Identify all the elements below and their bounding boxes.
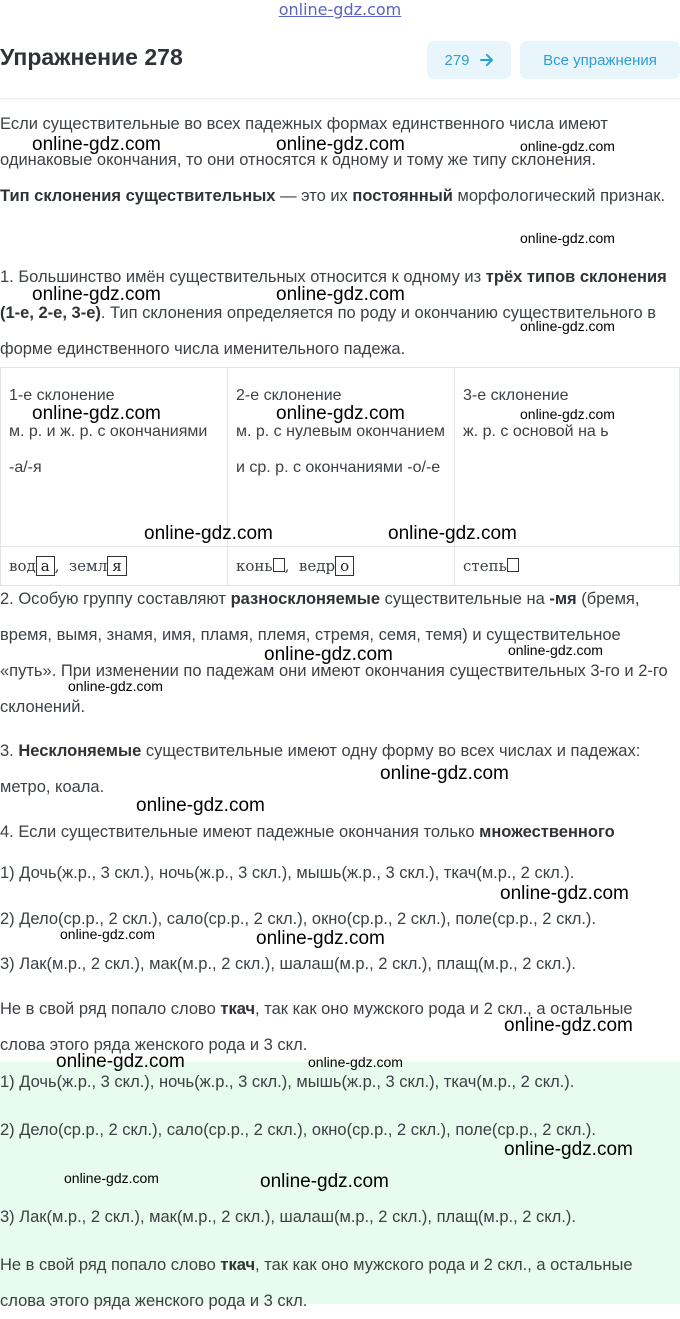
watermark: online-gdz.com	[520, 318, 615, 334]
table-cell-decl-3	[455, 368, 680, 547]
ending-box: а	[36, 556, 55, 576]
watermark: online-gdz.com	[520, 138, 615, 154]
p3-bold-1: Несклоняемые	[18, 742, 142, 760]
watermark: online-gdz.com	[32, 403, 161, 424]
table-description: м. р. и ж. р. с окончаниями -а/-я	[9, 423, 208, 476]
watermark: online-gdz.com	[256, 928, 385, 949]
p3-text-1: 3.	[0, 742, 19, 760]
table-header: 3-е склонение	[463, 387, 569, 404]
example-stem: конь	[236, 557, 273, 575]
p2-text-3: (бремя, время, вымя, знамя, имя, пламя, племя, стремя, семя, темя) и существительное «путь». При изменении по падежам они имеют окончания существительных 3-го и 2-го склонений.	[0, 590, 668, 716]
table-header: 1-е склонение	[9, 387, 115, 404]
note-text-1: Не в свой ряд попало слово	[0, 1256, 221, 1274]
watermark: online-gdz.com	[68, 678, 163, 694]
note-text-2: , так как оно мужского рода и 2 скл., а остальные слова этого ряда женского рода и 3 скл.	[0, 1000, 633, 1054]
example-stem: земл	[68, 557, 108, 575]
watermark: online-gdz.com	[504, 1015, 633, 1036]
p2-text-1: 2. Особую группу составляют	[0, 590, 231, 608]
note-text-1: Не в свой ряд попало слово	[0, 1000, 221, 1018]
solution-line-3: 3) Лак(м.р., 2 скл.), мак(м.р., 2 скл.), шалаш(м.р., 2 скл.), плащ(м.р., 2 скл.).	[0, 955, 576, 973]
watermark: online-gdz.com	[520, 230, 615, 246]
p3-text-2: существительные имеют одну форму во всех числах и падежах: метро, коала.	[0, 742, 641, 796]
theory-point-3	[0, 733, 680, 805]
next-exercise-label: 279	[444, 51, 470, 69]
watermark: online-gdz.com	[64, 1170, 159, 1186]
watermark: online-gdz.com	[308, 1054, 403, 1070]
arrow-right-icon	[480, 54, 494, 66]
watermark: online-gdz.com	[32, 134, 161, 155]
p2-text-2: существительные на	[380, 590, 550, 608]
table-example-cell: конь , ведр о	[228, 547, 455, 586]
def-bold-1: Тип склонения существительных	[0, 187, 276, 205]
table-example-cell: вод а , земл я	[1, 547, 228, 586]
p2-bold-2: -мя	[549, 590, 577, 608]
all-exercises-button[interactable]: Все упражнения	[520, 41, 680, 79]
watermark: online-gdz.com	[276, 134, 405, 155]
next-exercise-button[interactable]	[427, 41, 511, 79]
theory-point-4	[0, 814, 680, 850]
watermark: online-gdz.com	[60, 926, 155, 942]
watermark: online-gdz.com	[504, 1139, 633, 1160]
def-bold-2: постоянный	[352, 187, 453, 205]
answer-note	[0, 1247, 680, 1319]
watermark: online-gdz.com	[500, 883, 629, 904]
watermark: online-gdz.com	[508, 642, 603, 658]
watermark: online-gdz.com	[32, 284, 161, 305]
watermark: online-gdz.com	[136, 795, 265, 816]
answer-line-3: 3) Лак(м.р., 2 скл.), мак(м.р., 2 скл.), шалаш(м.р., 2 скл.), плащ(м.р., 2 скл.).	[0, 1208, 576, 1226]
watermark: online-gdz.com	[276, 403, 405, 424]
solution-line-1: 1) Дочь(ж.р., 3 скл.), ночь(ж.р., 3 скл.), мышь(ж.р., 3 скл.), ткач(м.р., 2 скл.).	[0, 864, 575, 882]
site-brand-link[interactable]: online-gdz.com	[278, 0, 402, 19]
p4-text-1: 4. Если существительные имеют падежные окончания только	[0, 823, 480, 841]
table-description: ж. р. с основой на ь	[463, 423, 609, 440]
ending-box: о	[335, 556, 354, 576]
exercise-header	[0, 30, 680, 99]
def-text-1: — это их	[275, 187, 353, 205]
theory-definition	[0, 178, 680, 214]
table-header: 2-е склонение	[236, 387, 342, 404]
watermark: online-gdz.com	[388, 523, 517, 544]
answer-line-1: 1) Дочь(ж.р., 3 скл.), ночь(ж.р., 3 скл.), мышь(ж.р., 3 скл.), ткач(м.р., 2 скл.).	[0, 1073, 575, 1091]
declension-table	[0, 367, 680, 586]
p4-bold-1: множественного	[479, 823, 615, 841]
solution-line-2: 2) Дело(ср.р., 2 скл.), сало(ср.р., 2 скл.), окно(ср.р., 2 скл.), поле(ср.р., 2 скл.).	[0, 910, 597, 928]
ending-box: я	[107, 556, 126, 576]
table-cell-decl-1	[1, 368, 228, 547]
example-stem: вод	[9, 557, 36, 575]
p2-bold-1: разносклоняемые	[230, 590, 381, 608]
zero-ending-box	[273, 558, 285, 572]
table-example-cell	[455, 547, 680, 586]
watermark: online-gdz.com	[56, 1051, 185, 1072]
theory-point-1	[0, 259, 680, 367]
note-text-2: , так как оно мужского рода и 2 скл., а остальные слова этого ряда женского рода и 3 скл.	[0, 1256, 633, 1310]
def-text-2: морфологический признак.	[452, 187, 666, 205]
p1-bold-1: трёх типов склонения (1-е, 2-е, 3-е)	[0, 268, 667, 322]
note-bold: ткач	[220, 1000, 256, 1018]
table-cell-decl-2	[228, 368, 455, 547]
example-stem: ведр	[298, 557, 336, 575]
p1-text-1: 1. Большинство имён существительных относится к одному из	[0, 268, 486, 286]
answer-line-2: 2) Дело(ср.р., 2 скл.), сало(ср.р., 2 скл.), окно(ср.р., 2 скл.), поле(ср.р., 2 скл.).	[0, 1121, 597, 1139]
example-stem: степь	[463, 557, 507, 575]
table-description: м. р. с нулевым окончанием и ср. р. с окончаниями -о/-е	[236, 423, 446, 476]
watermark: online-gdz.com	[264, 644, 393, 665]
page-title: Упражнение 278	[0, 44, 183, 70]
note-bold: ткач	[220, 1256, 256, 1274]
watermark: online-gdz.com	[276, 284, 405, 305]
watermark: online-gdz.com	[380, 763, 509, 784]
theory-intro: Если существительные во всех падежных формах единственного числа имеют одинаковые окончания, то они относятся к одному и тому же типу склонения.	[0, 115, 608, 169]
watermark: online-gdz.com	[144, 523, 273, 544]
zero-ending-box	[507, 558, 519, 572]
p1-text-2: . Тип склонения определяется по роду и окончанию существительного в форме единственного числа именительного падежа.	[0, 304, 657, 358]
watermark: online-gdz.com	[520, 406, 615, 422]
watermark: online-gdz.com	[260, 1171, 389, 1192]
